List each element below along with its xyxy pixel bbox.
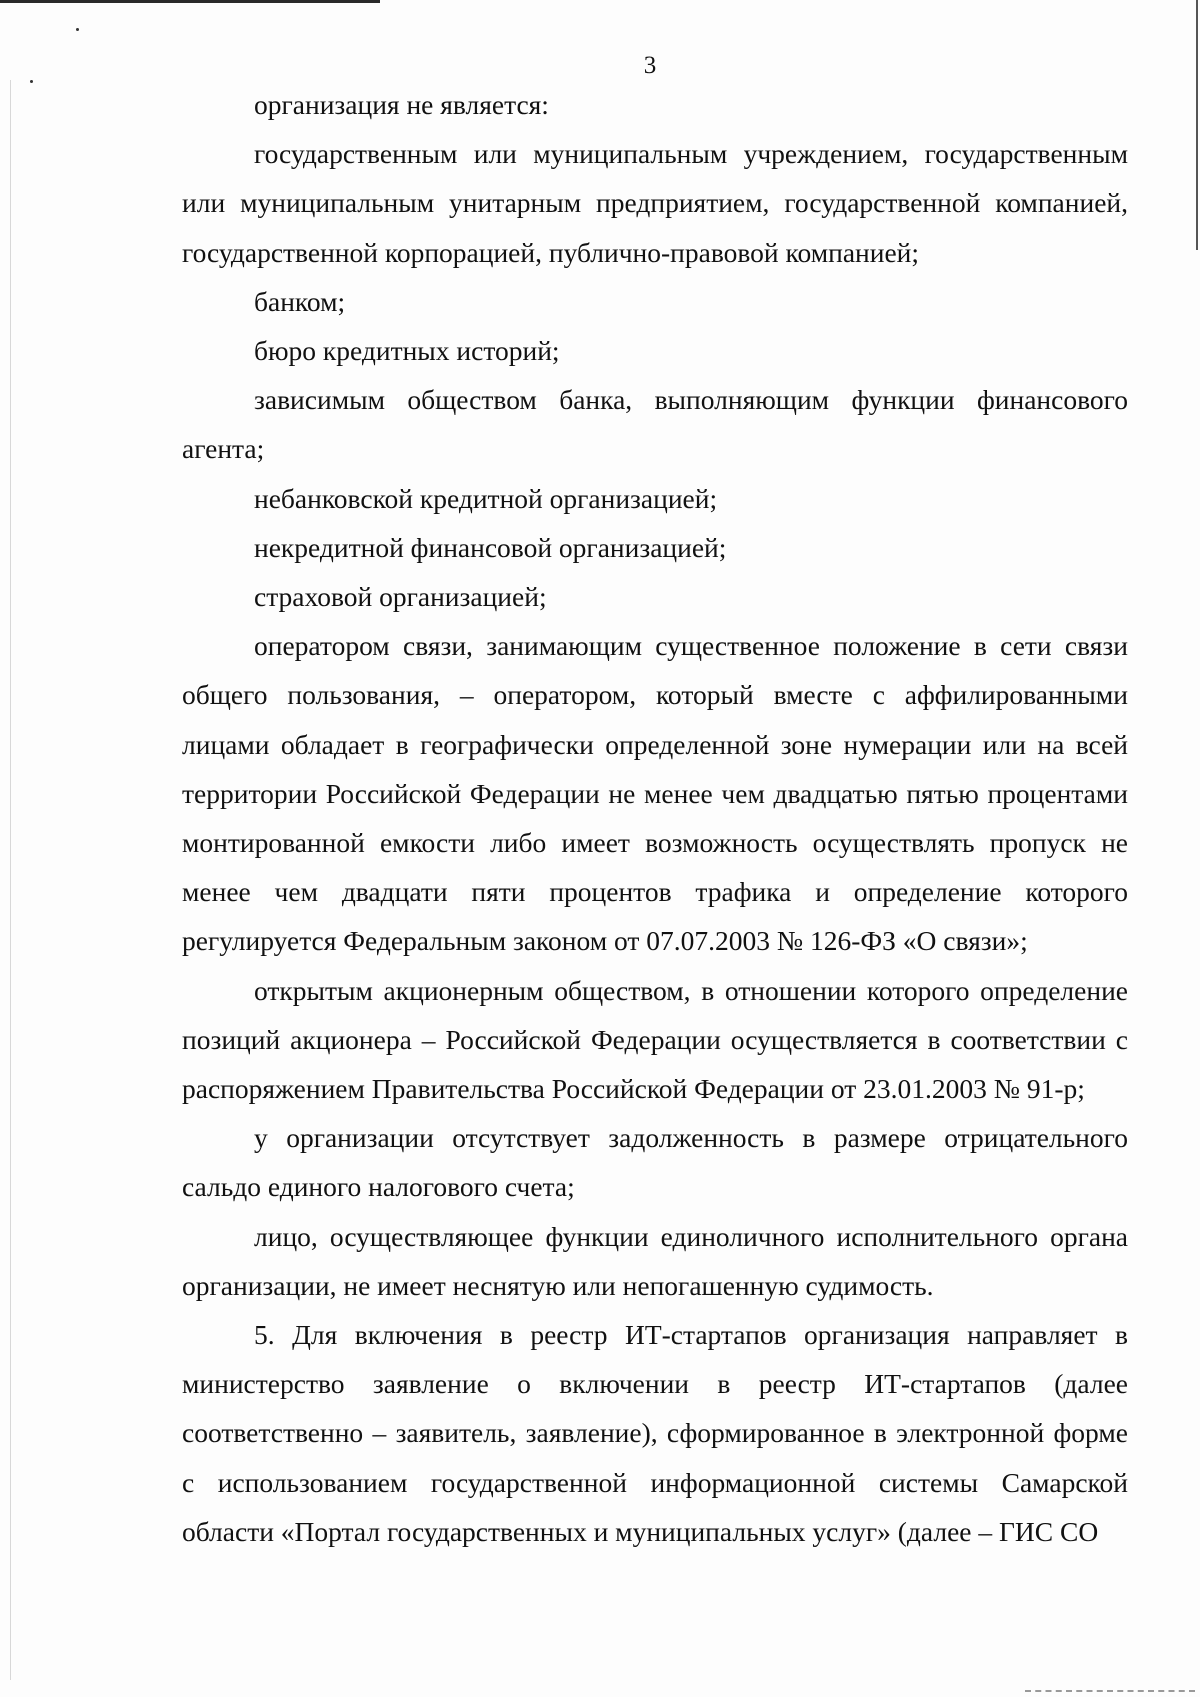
scan-speck	[30, 80, 33, 83]
paragraph: открытым акционерным обществом, в отношении которого определение позиций акционера – Российской Федерации осуществляется в соответствии с распоряжением Правительства Российской Федерации от 23.01.2003 № 91-р;	[182, 974, 1128, 1105]
paragraph: бюро кредитных историй;	[254, 335, 560, 367]
paragraph: государственным или муниципальным учреждением, государственным или муниципальным унитарным предприятием, государственной компанией, государственной корпорацией, публично-правовой компанией;	[182, 138, 1128, 268]
scan-edge-right	[1196, 0, 1198, 250]
paragraph: некредитной финансовой организацией;	[254, 531, 727, 563]
paragraph: 5. Для включения в реестр ИТ-стартапов организация направляет в министерство заявление о включении в реестр ИТ-стартапов (далее соответственно – заявитель, заявление), сформированное в электронной форме с использованием государственной информационной системы Самарской области «Портал государственных и муниципальных услуг» (далее – ГИС СО	[182, 1319, 1128, 1547]
paragraph: банком;	[254, 285, 346, 317]
paragraph: у организации отсутствует задолженность в размере отрицательного сальдо единого налогового счета;	[182, 1122, 1128, 1203]
paragraph: зависимым обществом банка, выполняющим функции финансового агента;	[182, 384, 1128, 465]
scan-speck	[76, 28, 79, 31]
document-body	[182, 80, 1128, 1556]
scan-border-top	[0, 0, 380, 3]
scan-footer-marks	[1025, 1690, 1195, 1694]
paragraph: лицо, осуществляющее функции единоличного исполнительного органа организации, не имеет неснятую или непогашенную судимость.	[182, 1220, 1128, 1301]
page-number: 3	[643, 52, 657, 79]
scan-edge-left	[10, 80, 11, 1680]
paragraph: небанковской кредитной организацией;	[254, 482, 718, 514]
paragraph: организация не является:	[254, 89, 549, 120]
paragraph: страховой организацией;	[254, 581, 547, 613]
paragraph: оператором связи, занимающим существенное положение в сети связи общего пользования, – оператором, который вместе с аффилированными лицами обладает в географически определенной зоне нумерации или на всей территории Российской Федерации не менее чем двадцатью пятью процентами монтированной емкости либо имеет возможность осуществлять пропуск не менее чем двадцати пяти процентов трафика и определение которого регулируется Федеральным законом от 07.07.2003 № 126-ФЗ «О связи»;	[182, 630, 1128, 957]
